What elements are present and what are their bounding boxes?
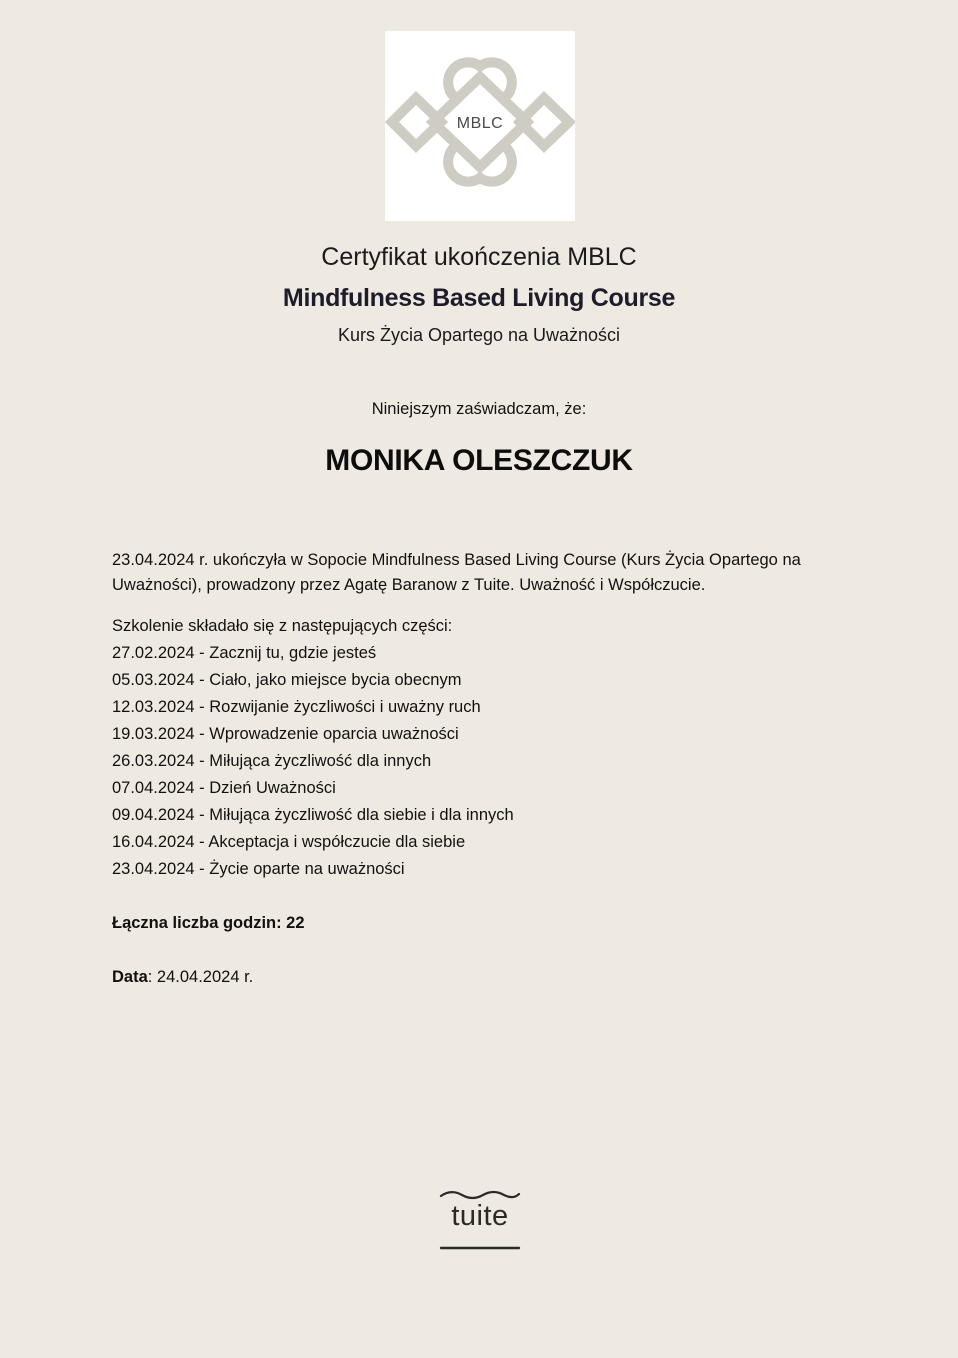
tuite-logo	[438, 1188, 522, 1252]
completion-line: Uważności), prowadzony przez Agatę Baranow z Tuite. Uważność i Współczucie.	[112, 576, 706, 594]
completion-line: 23.04.2024 r. ukończyła w Sopocie Mindfulness Based Living Course (Kurs Życia Opartego na	[112, 551, 801, 569]
parts-intro: Szkolenie składało się z następujących części:	[112, 617, 453, 635]
list-item: 23.04.2024 - Życie oparte na uważności	[112, 860, 405, 878]
issue-date	[112, 968, 872, 987]
list-item: 16.04.2024 - Akceptacja i współczucie dla siebie	[112, 833, 466, 851]
date-label: Data	[112, 968, 148, 986]
certificate-title: Certyfikat ukończenia MBLC	[321, 243, 637, 271]
mblc-knot-logo-icon	[385, 31, 575, 221]
completion-paragraph	[112, 548, 872, 598]
mblc-logo-text: MBLC	[456, 115, 504, 132]
course-parts-list	[112, 613, 872, 883]
recipient-intro: Niniejszym zaświadczam, że:	[371, 400, 587, 418]
tuite-brand-text: tuite	[451, 1200, 509, 1232]
list-item: 26.03.2024 - Miłująca życzliwość dla innych	[112, 752, 432, 770]
list-item: 05.03.2024 - Ciało, jako miejsce bycia obecnym	[112, 671, 462, 689]
course-subtitle: Kurs Życia Opartego na Uważności	[337, 325, 621, 345]
recipient-name: MONIKA OLESZCZUK	[325, 444, 633, 477]
mblc-logo	[385, 31, 575, 221]
date-value: : 24.04.2024 r.	[147, 968, 254, 986]
list-item: 12.03.2024 - Rozwijanie życzliwości i uważny ruch	[112, 698, 481, 716]
list-item: 07.04.2024 - Dzień Uważności	[112, 779, 336, 797]
course-title: Mindfulness Based Living Course	[282, 284, 676, 312]
list-item: 19.03.2024 - Wprowadzenie oparcia uważności	[112, 725, 459, 743]
list-item: 09.04.2024 - Miłująca życzliwość dla siebie i dla innych	[112, 806, 514, 824]
total-hours: Łączna liczba godzin: 22	[112, 914, 305, 932]
list-item: 27.02.2024 - Zacznij tu, gdzie jesteś	[112, 644, 377, 662]
